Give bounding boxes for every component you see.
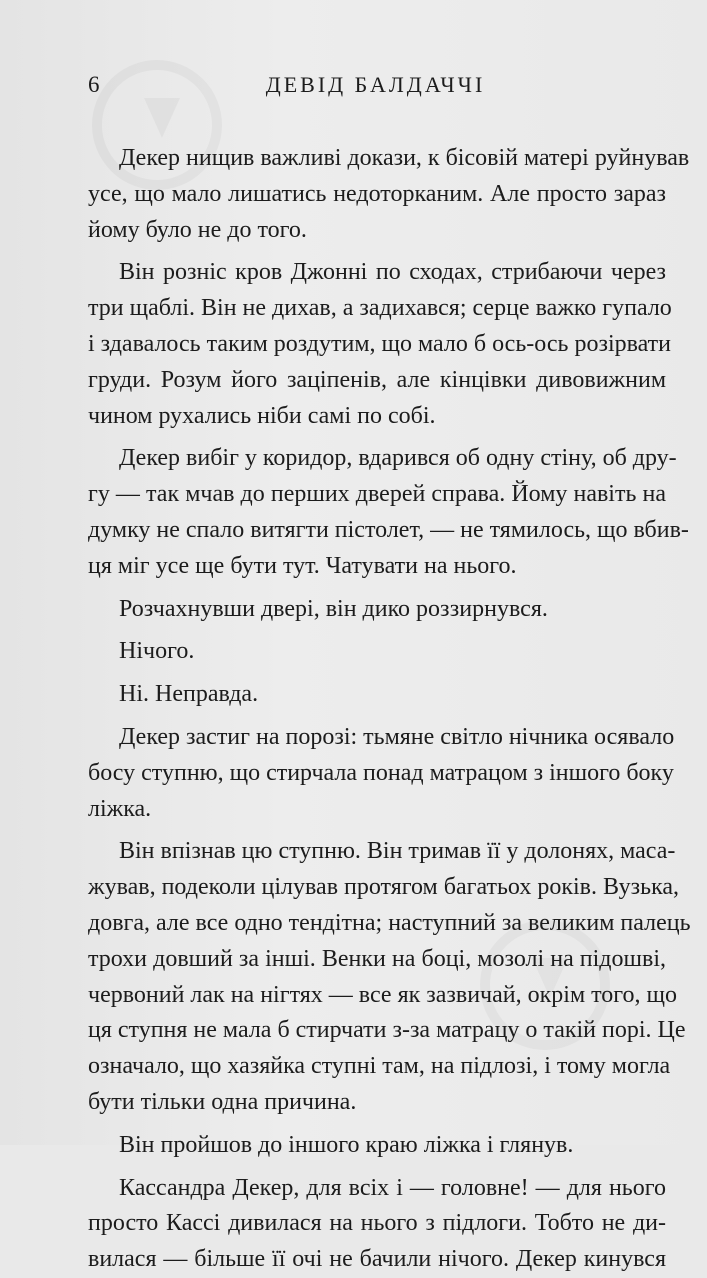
text-line: босу ступню, що стирчала понад матрацом з іншого боку [88, 759, 674, 786]
text-line: Він розніс кров Джонні по сходах, стрибаючи через [119, 259, 666, 286]
text-line: чином рухались ніби самі по собі. [88, 402, 436, 429]
text-line: жував, подеколи цілував протягом багатьох років. Вузька, [88, 874, 680, 901]
text-line: ця міг усе ще бути тут. Чатувати на нього. [88, 552, 517, 579]
paragraph-gap [88, 627, 666, 634]
paragraph-gap [88, 1164, 666, 1171]
paragraph-gap [88, 248, 666, 255]
text-line: бути тільки одна причина. [88, 1088, 357, 1115]
text-line: думку не спало витягти пістолет, — не тямилось, що вбив- [88, 516, 689, 543]
text-line: вилася — більше її очі не бачили нічого. Декер кинувся [88, 1246, 666, 1273]
text-line: Він пройшов до іншого краю ліжка і глянув. [119, 1131, 574, 1158]
paragraph-gap [88, 670, 666, 677]
paragraph-gap [88, 434, 666, 441]
text-line: Ні. Неправда. [119, 681, 259, 708]
text-line: червоний лак на нігтях — все як зазвичай, окрім того, що [88, 981, 678, 1008]
text-line: Він впізнав цю ступню. Він тримав її у долонях, маса- [119, 838, 676, 865]
text-line: трохи довший за інші. Венки на боці, мозолі на підошві, [88, 945, 666, 972]
text-line: Декер вибіг у коридор, вдарився об одну стіну, об дру- [119, 445, 677, 472]
text-line: Кассандра Декер, для всіх і — головне! — для нього [119, 1174, 666, 1201]
paragraph-gap [88, 585, 666, 592]
text-line: ця ступня не мала б стирчати з-за матрацу о такій порі. Це [88, 1017, 686, 1044]
paragraph-gap [88, 713, 666, 720]
text-line: і здавалось таким роздутим, що мало б ось-ось розірвати [88, 330, 671, 357]
text-line: довга, але все одно тендітна; наступний за великим палець [88, 909, 691, 936]
paragraph-gap [88, 827, 666, 834]
text-line: груди. Розум його заціпенів, але кінцівки дивовижним [88, 366, 666, 393]
running-head: ДЕВІД БАЛДАЧЧІ [265, 72, 486, 97]
text-line: Розчахнувши двері, він дико роззирнувся. [119, 595, 548, 622]
body-text [88, 141, 691, 1278]
text-line: просто Кассі дивилася на нього з підлоги. Тобто не ди- [88, 1210, 666, 1237]
text-line: гу — так мчав до перших дверей справа. Йому навіть на [88, 481, 666, 508]
text-line: три щаблі. Він не дихав, а задихався; серце важко гупало [88, 295, 672, 322]
text-line: усе, що мало лишатись недоторканим. Але просто зараз [88, 180, 666, 207]
text-line: йому було не до того. [88, 216, 307, 243]
page-number: 6 [88, 72, 100, 97]
text-line: означало, що хазяйка ступні там, на підлозі, і тому могла [88, 1053, 671, 1080]
text-line: Нічого. [119, 638, 195, 665]
text-line: ліжка. [88, 795, 152, 822]
paragraph-gap [88, 1121, 666, 1128]
page-header [88, 72, 663, 102]
text-line: Декер нищив важливі докази, к бісовій матері руйнував [119, 145, 690, 171]
text-line: Декер застиг на порозі: тьмяне світло нічника осявало [119, 723, 675, 750]
